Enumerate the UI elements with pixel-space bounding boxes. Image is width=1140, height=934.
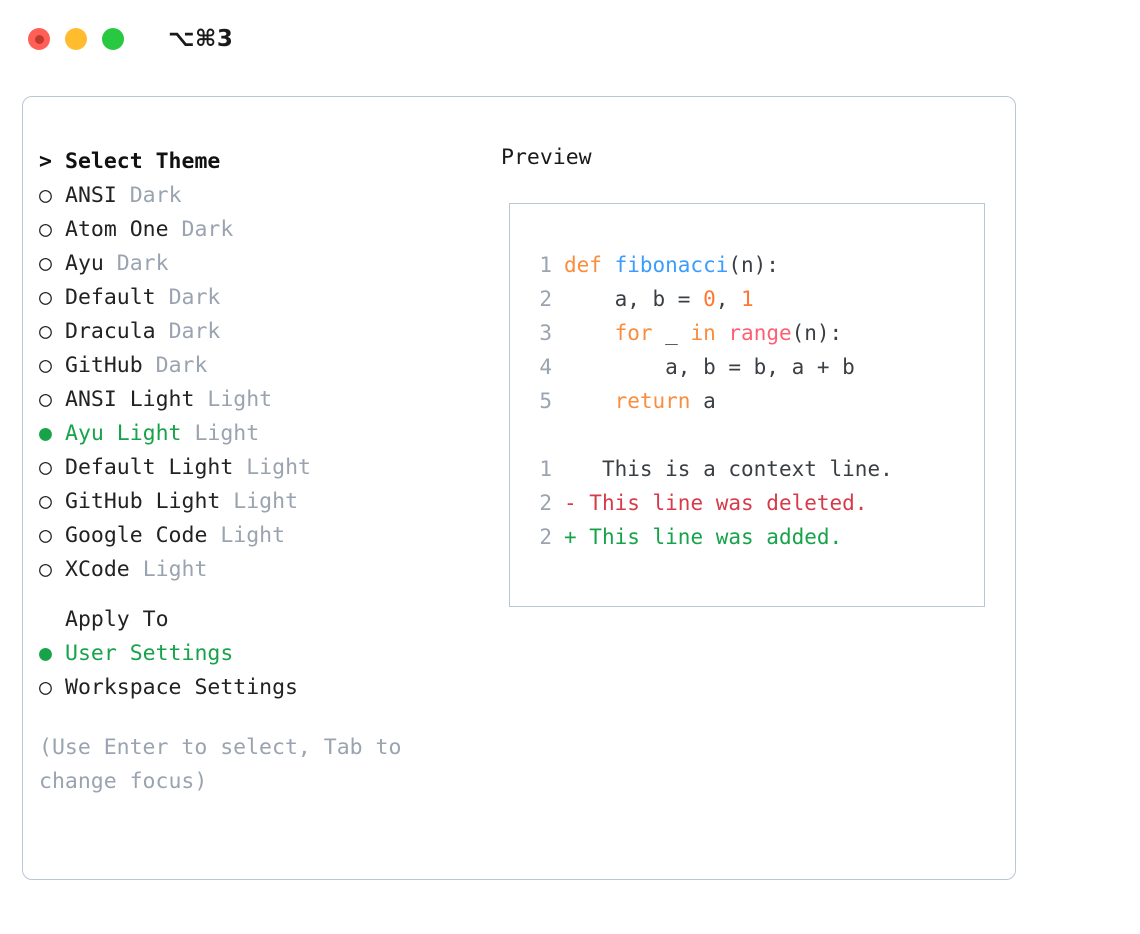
spacer xyxy=(156,281,169,315)
theme-name: Ayu Light xyxy=(65,421,182,446)
theme-list-item[interactable] xyxy=(39,485,469,519)
theme-name: XCode xyxy=(65,557,130,582)
spacer xyxy=(156,315,169,349)
radio-selected-icon[interactable]: ● xyxy=(39,421,52,446)
diff-text: This line was added. xyxy=(576,525,843,549)
code-line xyxy=(526,350,893,384)
close-button[interactable] xyxy=(28,28,50,50)
radio-unselected-icon[interactable]: ○ xyxy=(39,557,52,582)
theme-name: Default xyxy=(65,285,156,310)
theme-variant: Dark xyxy=(168,319,221,344)
diff-line xyxy=(526,520,893,554)
theme-name: GitHub Light xyxy=(65,489,221,514)
code-token xyxy=(716,321,729,345)
code-text xyxy=(564,282,754,316)
line-number: 3 xyxy=(539,321,552,345)
spacer xyxy=(207,519,220,553)
code-token: , xyxy=(715,287,742,311)
code-token: def xyxy=(564,253,615,277)
radio-unselected-icon[interactable]: ○ xyxy=(39,251,52,276)
code-text xyxy=(564,316,842,350)
spacer xyxy=(104,247,117,281)
line-number: 5 xyxy=(539,389,552,413)
code-token: _ xyxy=(652,321,691,345)
theme-name: ANSI Light xyxy=(65,387,195,412)
code-token xyxy=(564,389,615,413)
theme-name: GitHub xyxy=(65,353,143,378)
theme-variant: Light xyxy=(246,455,311,480)
theme-list-item[interactable] xyxy=(39,417,469,451)
radio-unselected-icon[interactable]: ○ xyxy=(39,489,52,514)
preview-box xyxy=(509,203,985,607)
radio-selected-icon[interactable]: ● xyxy=(39,641,52,666)
diff-sign: + xyxy=(564,525,577,549)
theme-name: Atom One xyxy=(65,217,169,242)
code-token: a xyxy=(690,389,716,413)
line-number: 4 xyxy=(539,355,552,379)
theme-variant: Dark xyxy=(155,353,208,378)
apply-to-option[interactable] xyxy=(39,671,469,705)
theme-name: ANSI xyxy=(65,183,117,208)
spacer xyxy=(233,451,246,485)
code-token: 1 xyxy=(741,287,754,311)
theme-list-item[interactable] xyxy=(39,383,469,417)
apply-to-heading xyxy=(39,603,469,637)
apply-to-label: Workspace Settings xyxy=(65,675,298,700)
theme-name: Dracula xyxy=(65,319,156,344)
apply-to-label: User Settings xyxy=(65,641,234,666)
radio-unselected-icon[interactable]: ○ xyxy=(39,353,52,378)
code-token xyxy=(564,321,615,345)
radio-unselected-icon[interactable]: ○ xyxy=(39,217,52,242)
spacer xyxy=(220,485,233,519)
line-number: 1 xyxy=(539,457,552,481)
diff-text: This line was deleted. xyxy=(576,491,868,515)
keyboard-hint: (Use Enter to select, Tab to change focus) xyxy=(39,735,415,794)
radio-unselected-icon[interactable]: ○ xyxy=(39,455,52,480)
traffic-lights xyxy=(28,28,124,50)
code-line xyxy=(526,282,893,316)
code-text xyxy=(564,384,716,418)
spacer xyxy=(143,349,156,383)
diff-sign: - xyxy=(564,491,577,515)
main-panel xyxy=(22,96,1016,880)
code-line xyxy=(526,248,893,282)
radio-unselected-icon[interactable]: ○ xyxy=(39,387,52,412)
code-diff-gap xyxy=(526,418,893,452)
apply-to-list xyxy=(39,637,469,705)
radio-unselected-icon[interactable]: ○ xyxy=(39,285,52,310)
radio-unselected-icon[interactable]: ○ xyxy=(39,523,52,548)
theme-variant: Light xyxy=(220,523,286,548)
theme-name: Default Light xyxy=(65,455,234,480)
theme-picker xyxy=(39,145,469,799)
shortcut-label: ⌥⌘3 xyxy=(168,26,234,52)
theme-list-item[interactable] xyxy=(39,553,469,587)
theme-variant: Dark xyxy=(181,217,234,242)
theme-list-item[interactable] xyxy=(39,247,469,281)
line-number: 2 xyxy=(539,525,552,549)
code-token: a, b = xyxy=(564,287,704,311)
line-number: 1 xyxy=(539,253,552,277)
code-token: fibonacci xyxy=(614,253,729,277)
code-token: 0 xyxy=(703,287,716,311)
theme-variant: Dark xyxy=(168,285,221,310)
code-token: return xyxy=(614,389,691,413)
theme-list-item[interactable] xyxy=(39,519,469,553)
theme-variant: Light xyxy=(207,387,273,412)
theme-name: Ayu xyxy=(65,251,104,276)
zoom-button[interactable] xyxy=(102,28,124,50)
theme-variant: Dark xyxy=(116,251,169,276)
theme-list-item[interactable] xyxy=(39,179,469,213)
title-bar xyxy=(0,0,1140,78)
apply-to-option[interactable] xyxy=(39,637,469,671)
section-spacer xyxy=(39,587,469,603)
code-text xyxy=(564,350,855,384)
apply-to-title: Apply To xyxy=(65,607,169,632)
prompt-caret: > xyxy=(39,149,52,174)
diff-line xyxy=(526,486,893,520)
code-text xyxy=(564,248,779,282)
line-number: 2 xyxy=(539,287,552,311)
minimize-button[interactable] xyxy=(65,28,87,50)
code-token: (n): xyxy=(791,321,843,345)
spacer xyxy=(194,383,207,417)
theme-variant: Light xyxy=(142,557,208,582)
code-token: range xyxy=(728,321,792,345)
theme-list-item[interactable] xyxy=(39,349,469,383)
theme-variant: Light xyxy=(233,489,299,514)
theme-variant: Light xyxy=(194,421,260,446)
code-line xyxy=(526,316,893,350)
spacer xyxy=(117,179,130,213)
theme-list-item[interactable] xyxy=(39,213,469,247)
preview-code xyxy=(526,248,893,554)
line-number: 2 xyxy=(539,491,552,515)
code-token: for xyxy=(614,321,653,345)
spacer xyxy=(130,553,143,587)
code-token: in xyxy=(690,321,716,345)
spacer xyxy=(169,213,182,247)
diff-text: This is a context line. xyxy=(576,457,893,481)
theme-name: Google Code xyxy=(65,523,208,548)
radio-unselected-icon[interactable]: ○ xyxy=(39,319,52,344)
theme-list-item[interactable] xyxy=(39,451,469,485)
theme-list-item[interactable] xyxy=(39,315,469,349)
theme-picker-title: Select Theme xyxy=(65,149,221,174)
diff-line xyxy=(526,452,893,486)
theme-variant: Dark xyxy=(129,183,182,208)
code-line xyxy=(526,384,893,418)
diff-sign xyxy=(564,452,577,486)
code-token: (n): xyxy=(728,253,779,277)
preview-title: Preview xyxy=(501,145,592,170)
theme-list xyxy=(39,179,469,587)
radio-unselected-icon[interactable]: ○ xyxy=(39,675,52,700)
radio-unselected-icon[interactable]: ○ xyxy=(39,183,52,208)
code-token: a, b = b, a + b xyxy=(564,355,855,379)
theme-list-item[interactable] xyxy=(39,281,469,315)
spacer xyxy=(182,417,195,451)
theme-picker-heading xyxy=(39,145,469,179)
